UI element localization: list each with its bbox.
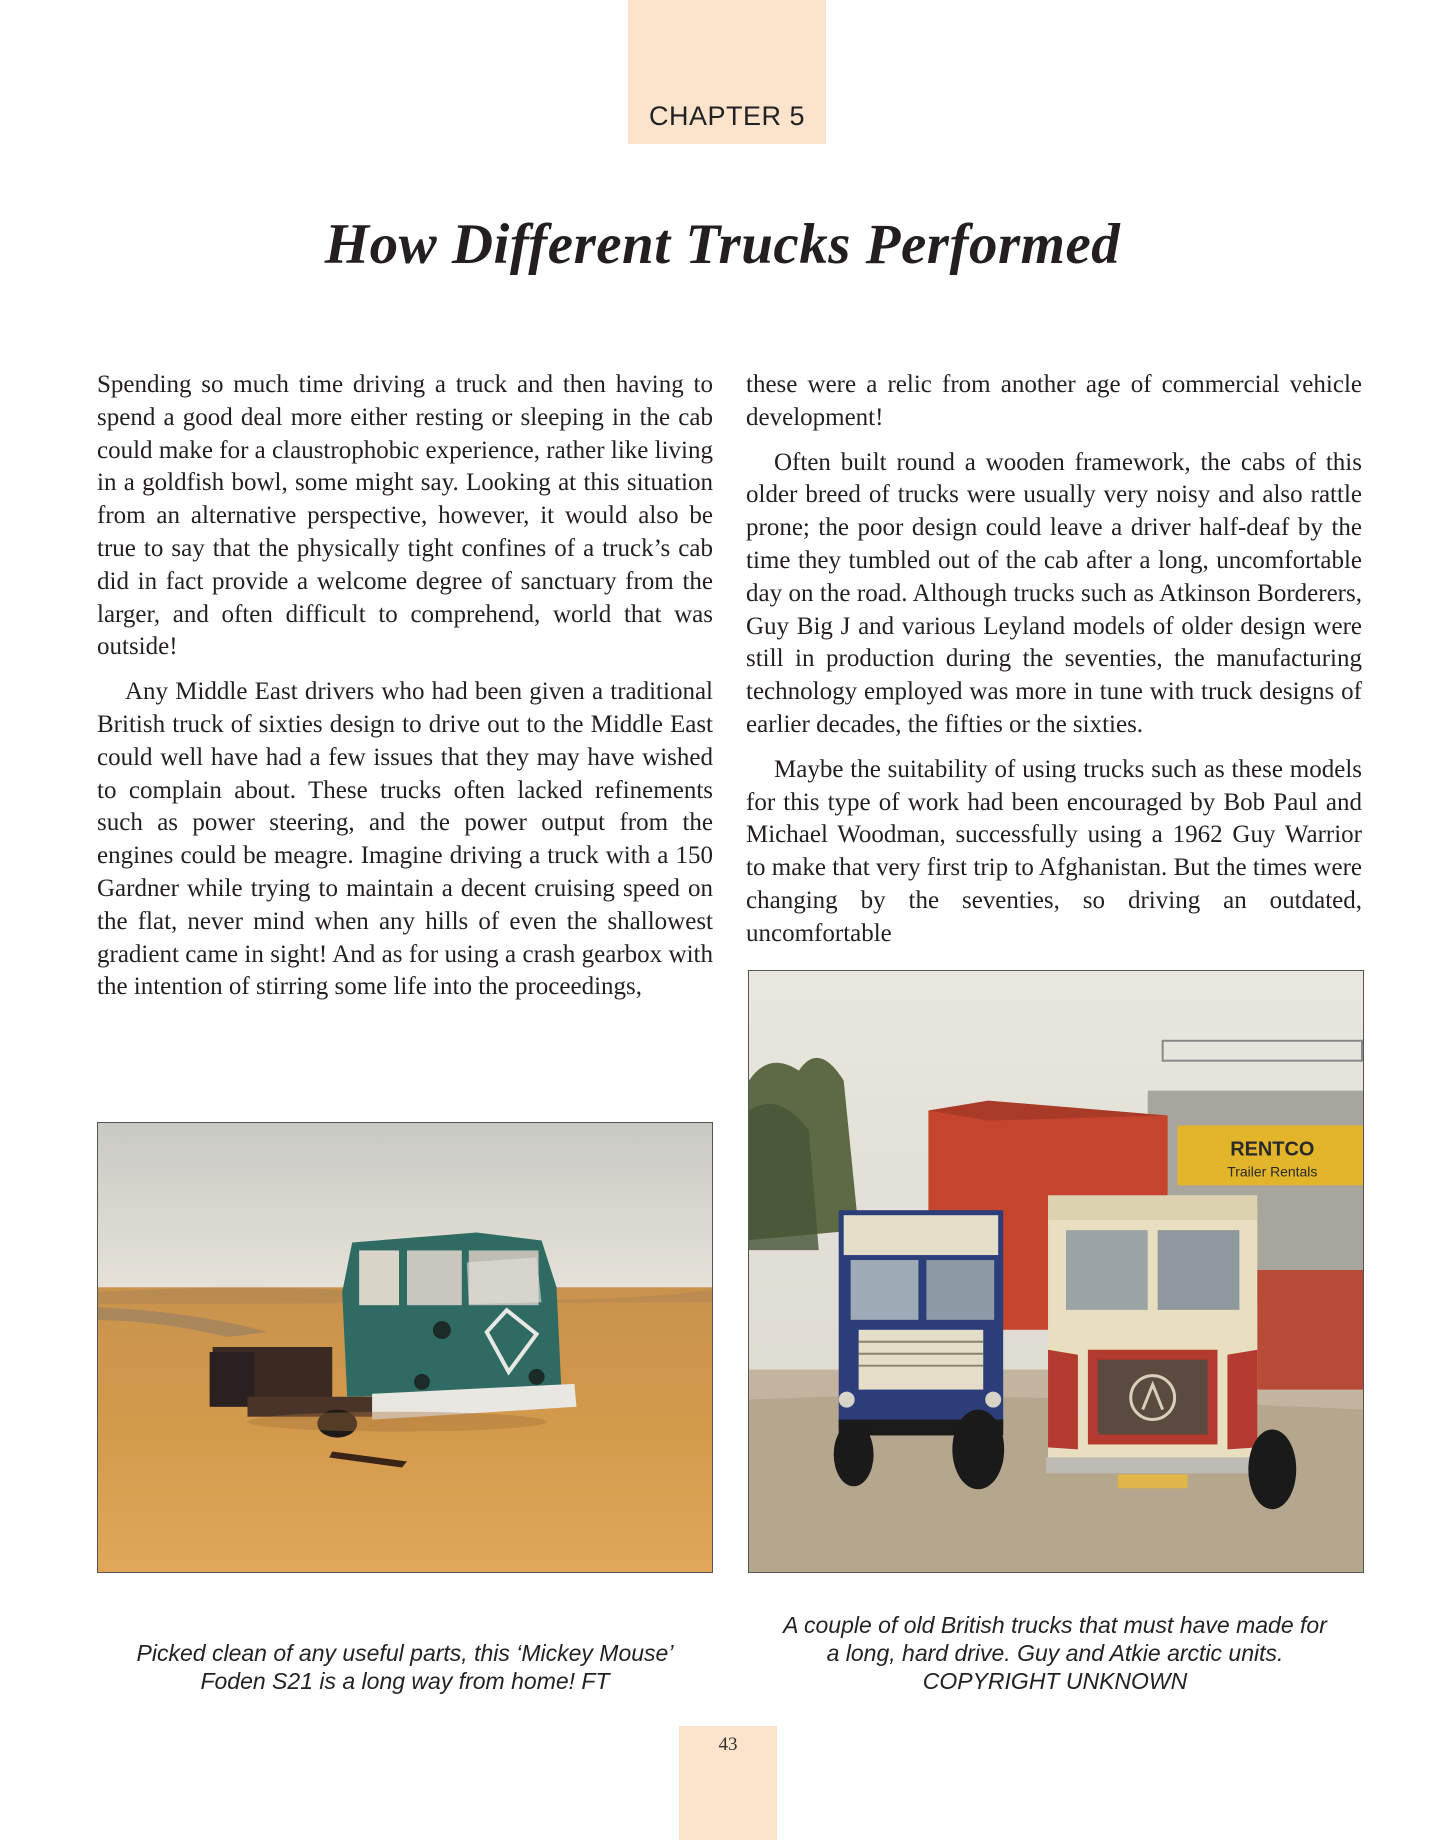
rentco-sign-subtext: Trailer Rentals xyxy=(1227,1163,1318,1180)
left-column xyxy=(97,369,713,1016)
paragraph: these were a relic from another age of commercial vehicle development! xyxy=(746,371,1362,431)
photo-abandoned-foden xyxy=(97,1122,713,1573)
chapter-label: CHAPTER 5 xyxy=(648,101,806,131)
photo-caption-2: A couple of old British trucks that must have made for a long, hard drive. Guy and Atkie arctic units. COPYRIGHT UNKNOWN xyxy=(783,1612,1327,1694)
page-number: 43 xyxy=(718,1734,738,1755)
paragraph: Spending so much time driving a truck and then having to spend a good deal more either resting or sleeping in the cab could make for a claustrophobic experience, rather like living in a goldfish bowl, some might say. Looking at this situation from an alternative perspective, however, it would also be true to say that the physically tight confines of a truck’s cab did in fact provide a welcome degree of sanctuary from the larger, and often difficult to comprehend, world that was outside! xyxy=(97,371,713,661)
rentco-sign-text: RENTCO xyxy=(1230,1138,1315,1161)
page-title: How Different Trucks Performed xyxy=(324,213,1121,276)
photo-guy-and-atkinson xyxy=(748,970,1364,1573)
paragraph: Maybe the suitability of using trucks such as these models for this type of work had been encouraged by Bob Paul and Michael Woodman, successfully using a 1962 Guy Warrior to make that very first trip to Afghanistan. But the times were changing by the seventies, so driving an outdated, uncomfortable xyxy=(746,755,1362,947)
page-number-tab xyxy=(679,1726,777,1840)
right-column xyxy=(746,369,1362,963)
paragraph: Any Middle East drivers who had been given a traditional British truck of sixties design to drive out to the Middle East could well have had a few issues that they may have wished to complain about. These trucks often lacked refinements such as power steering, and the power output from the engines could be meagre. Imagine driving a truck with a 150 Gardner while trying to maintain a decent cruising speed on the flat, never mind when any hills of even the shallowest gradient came in sight! And as for using a crash gearbox with the intention of stirring some life into the proceedings, xyxy=(97,678,713,1001)
paragraph: Often built round a wooden framework, the cabs of this older breed of trucks were usually very noisy and also rattle prone; the poor design could leave a driver half-deaf by the time they tumbled out of the cab after a long, uncomfortable day on the road. Although trucks such as Atkinson Borderers, Guy Big J and various Leyland models of older design were still in production during the seventies, the manufacturing technology employed was more in tune with truck designs of earlier decades, the fifties or the sixties. xyxy=(746,448,1362,738)
chapter-tab xyxy=(628,0,826,144)
photo-caption-1: Picked clean of any useful parts, this ‘Mickey Mouse’ Foden S21 is a long way from home! FT xyxy=(136,1640,674,1694)
photo-abandoned-foden-image xyxy=(98,1123,712,1572)
photo-guy-and-atkinson-image xyxy=(749,971,1363,1572)
